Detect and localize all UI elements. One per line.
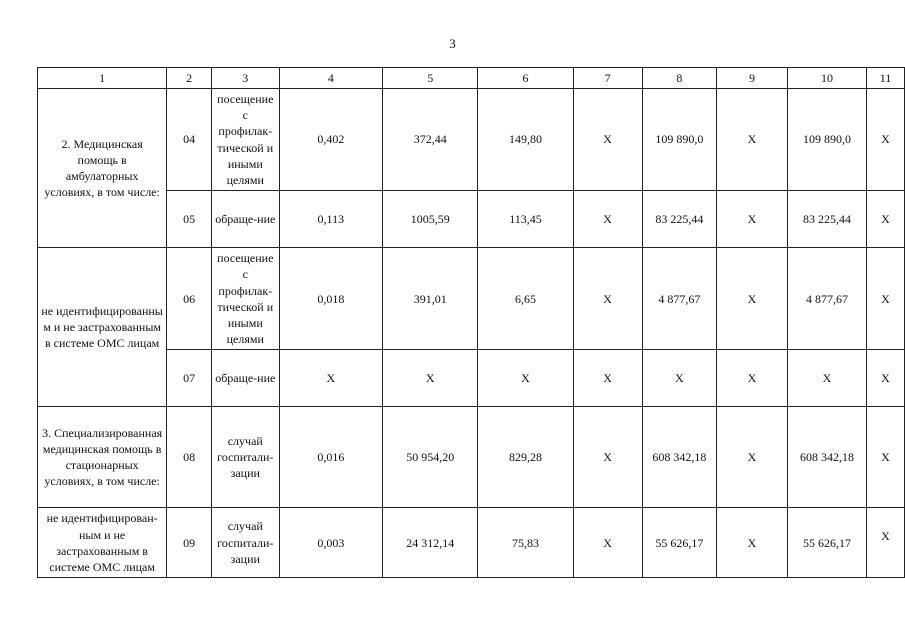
cell-c4: 0,003 [279,508,382,578]
cell-c9: X [716,248,787,350]
cell-c6: 149,80 [478,89,573,191]
cell-c11: X [866,350,904,407]
cell-c6: 6,65 [478,248,573,350]
cell-c5: 24 312,14 [383,508,478,578]
cell-c8: 83 225,44 [642,191,716,248]
row-unit: посещение с профилак-тической и иными целями [211,89,279,191]
table-row [38,191,905,248]
header-cell: 9 [716,68,787,89]
row-name: не идентифицирован-ным и не застрахованным в системе ОМС лицам [38,508,167,578]
header-row [38,68,905,89]
cell-c6: X [478,350,573,407]
cell-c9: X [716,407,787,508]
header-cell: 3 [211,68,279,89]
cell-c5: 372,44 [383,89,478,191]
row-unit: обраще-ние [211,350,279,407]
cell-c4: 0,016 [279,407,382,508]
cell-c5: 391,01 [383,248,478,350]
cell-c10: 608 342,18 [788,407,867,508]
row-code: 07 [167,350,212,407]
cell-c7: X [573,350,642,407]
table-row [38,407,905,508]
cell-c10: 109 890,0 [788,89,867,191]
table-row [38,248,905,350]
header-cell: 11 [866,68,904,89]
header-cell: 8 [642,68,716,89]
header-cell: 1 [38,68,167,89]
row-code: 09 [167,508,212,578]
cell-c8: 55 626,17 [642,508,716,578]
row-unit: посещение с профилак-тической и иными целями [211,248,279,350]
cell-c8: 4 877,67 [642,248,716,350]
cell-c4: 0,402 [279,89,382,191]
cell-c6: 75,83 [478,508,573,578]
cell-c9: X [716,191,787,248]
row-code: 06 [167,248,212,350]
cell-c5: 50 954,20 [383,407,478,508]
data-table [37,67,905,578]
cell-c10: 83 225,44 [788,191,867,248]
header-cell: 5 [383,68,478,89]
cell-c4: X [279,350,382,407]
row-name: 2. Медицинская помощь в амбулаторных условиях, в том числе: [38,89,167,248]
header-cell: 4 [279,68,382,89]
cell-c10: 4 877,67 [788,248,867,350]
cell-c7: X [573,248,642,350]
cell-c7: X [573,508,642,578]
table-row [38,508,905,578]
cell-c9: X [716,350,787,407]
row-unit: случай госпитали-зации [211,407,279,508]
cell-c4: 0,113 [279,191,382,248]
cell-c11: X [866,248,904,350]
cell-c6: 829,28 [478,407,573,508]
cell-c11: X [866,191,904,248]
cell-c5: X [383,350,478,407]
cell-c9: X [716,89,787,191]
cell-c11: X [866,508,904,578]
cell-c8: 608 342,18 [642,407,716,508]
row-unit: случай госпитали-зации [211,508,279,578]
cell-c7: X [573,89,642,191]
cell-c5: 1005,59 [383,191,478,248]
table-row [38,89,905,191]
row-code: 05 [167,191,212,248]
header-cell: 10 [788,68,867,89]
row-unit: обраще-ние [211,191,279,248]
cell-c8: X [642,350,716,407]
row-name: 3. Специализированная медицинская помощь в стационарных условиях, в том числе: [38,407,167,508]
cell-c10: 55 626,17 [788,508,867,578]
cell-c8: 109 890,0 [642,89,716,191]
cell-c10: X [788,350,867,407]
row-code: 08 [167,407,212,508]
cell-c7: X [573,407,642,508]
cell-c9: X [716,508,787,578]
cell-c6: 113,45 [478,191,573,248]
cell-c7: X [573,191,642,248]
header-cell: 7 [573,68,642,89]
row-name: не идентифицированны м и не застрахованным в системе ОМС лицам [38,248,167,407]
cell-c11: X [866,407,904,508]
table-row [38,350,905,407]
row-code: 04 [167,89,212,191]
page-number: 3 [449,36,456,51]
header-cell: 2 [167,68,212,89]
cell-c4: 0,018 [279,248,382,350]
header-cell: 6 [478,68,573,89]
cell-c11: X [866,89,904,191]
